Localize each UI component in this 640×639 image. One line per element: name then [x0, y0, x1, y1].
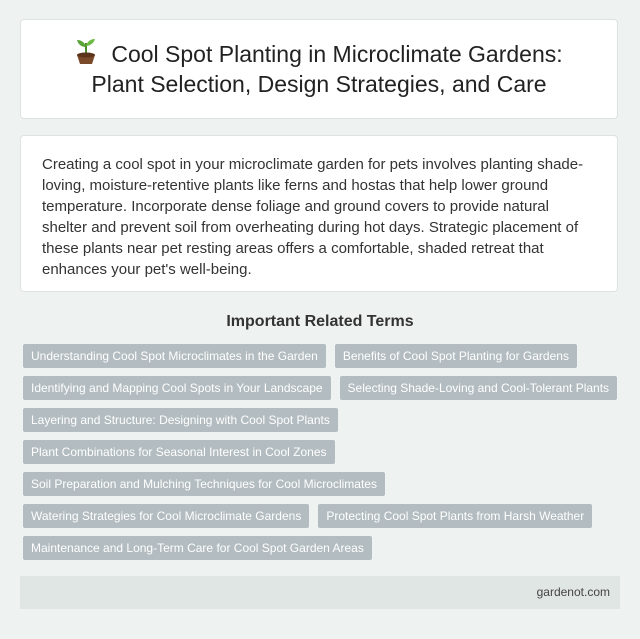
title-line-1: Cool Spot Planting in Microclimate Gardens:	[111, 41, 563, 67]
sprout-icon	[75, 39, 97, 65]
term-tag[interactable]: Selecting Shade-Loving and Cool-Tolerant Plants	[340, 376, 618, 400]
term-tag[interactable]: Soil Preparation and Mulching Techniques for Cool Microclimates	[23, 472, 385, 496]
footer	[20, 576, 620, 609]
title-card	[20, 19, 618, 119]
page-title	[75, 39, 562, 99]
term-tag[interactable]: Protecting Cool Spot Plants from Harsh Weather	[318, 504, 592, 528]
related-terms-heading: Important Related Terms	[226, 313, 414, 330]
term-tag[interactable]: Maintenance and Long-Term Care for Cool Spot Garden Areas	[23, 536, 372, 560]
title-line-2: Plant Selection, Design Strategies, and Care	[91, 71, 547, 97]
term-tag[interactable]: Understanding Cool Spot Microclimates in the Garden	[23, 344, 326, 368]
term-tag[interactable]: Plant Combinations for Seasonal Interest in Cool Zones	[23, 440, 335, 464]
term-tag[interactable]: Identifying and Mapping Cool Spots in Your Landscape	[23, 376, 331, 400]
intro-card	[20, 135, 618, 292]
term-tag[interactable]: Layering and Structure: Designing with Cool Spot Plants	[23, 408, 338, 432]
site-link[interactable]: gardenot.com	[536, 585, 610, 599]
term-tag[interactable]: Watering Strategies for Cool Microclimate Gardens	[23, 504, 309, 528]
intro-paragraph: Creating a cool spot in your microclimate garden for pets involves planting shade-loving, moisture-retentive plants like ferns and hostas that help lower ground temperature. Incorporate dense foliage and ground covers to provide natural shelter and prevent soil from overheating during hot days. Strategic placement of these plants near pet resting areas offers a comfortable, shaded retreat that enhances your pet's well-being.	[42, 156, 584, 278]
related-terms-list	[23, 344, 623, 560]
term-tag[interactable]: Benefits of Cool Spot Planting for Gardens	[335, 344, 577, 368]
